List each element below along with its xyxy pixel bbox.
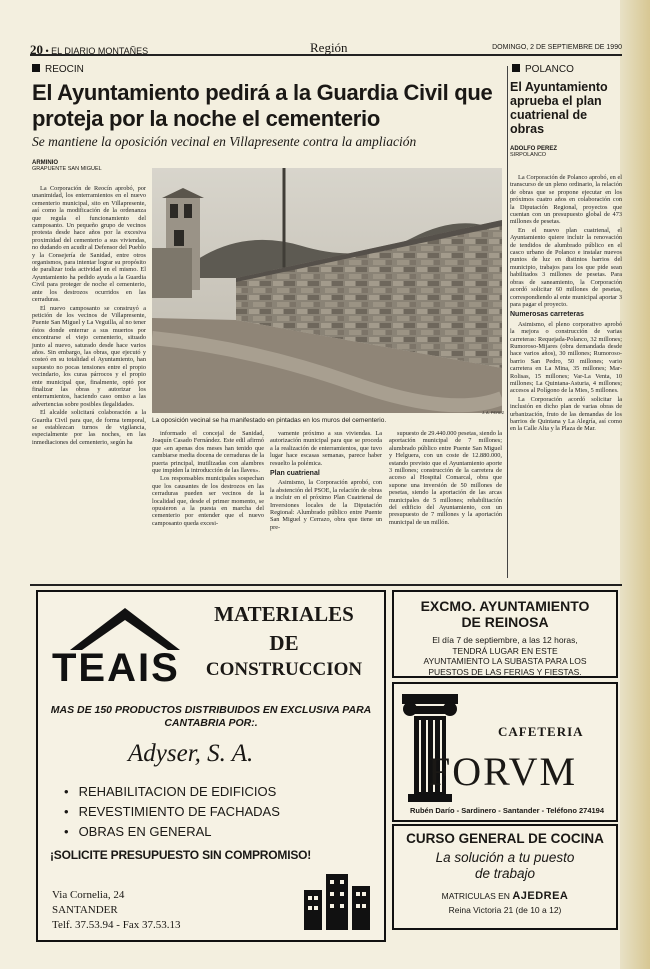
forum-brand: FORVM [428, 749, 578, 794]
page-edge-shadow [620, 0, 650, 969]
paragraph: La Corporación de Polanco aprobó, en el transcurso de un pleno ordinario, la relación de obras que se propone ejecutar en los próximos cuatro años en colaboración con la Diputación Regional, proyectos que cuentan con un presupuesto global de 473 millones de pesetas. [510, 174, 622, 226]
forum-address: Rubén Darío - Sardinero - Santander - Teléfono 274194 [409, 806, 605, 815]
excmo-title: EXCMO. AYUNTAMIENTO DE REINOSA [420, 598, 590, 630]
teais-brand: TEAIS [52, 646, 180, 690]
byline-place: SIRPOLANCO [510, 152, 547, 158]
main-col-3 [270, 430, 382, 532]
side-headline: El Ayuntamiento aprueba el plan cuatrienal de obras [510, 80, 608, 136]
section-tag-polanco: POLANCO [512, 64, 574, 75]
side-col [510, 174, 622, 434]
main-subhead: Se mantiene la oposición vecinal en Villapresente contra la ampliación [32, 134, 417, 149]
main-col-1 [32, 185, 146, 447]
ad-ayuntamiento-reinosa [392, 590, 618, 678]
materiales-title: MATERIALES DE CONSTRUCCION [205, 602, 363, 680]
byline-name: ADOLFO PEREZ [510, 146, 558, 152]
excmo-body: El día 7 de septiembre, a las 12 horas, TENDRÁ LUGAR EN ESTE AYUNTAMIENTO LA SUBASTA PARA LOS PUESTOS DE LAS FERIAS Y FIESTAS. [423, 635, 587, 677]
ad-cafeteria-forum [392, 682, 618, 822]
paragraph: vamente próximo a sus viviendas. La autorización municipal para que se proceda a la realización de enterramientos, que tuvo lugar hace escasas semanas, parece haber resuelto la polémica. [270, 430, 382, 467]
teais-tagline: MAS DE 150 PRODUCTOS DISTRIBUIDOS EN EXCLUSIVA PARA CANTABRIA POR:. [50, 704, 372, 729]
column-divider [507, 66, 508, 578]
main-headline: El Ayuntamiento pedirá a la Guardia Civil que proteja por la noche el cementerio [32, 80, 493, 131]
photo-caption: La oposición vecinal se ha manifestado en pintadas en los muros del cementerio. [152, 417, 387, 424]
distributor-name: Adyser, S. A. [128, 740, 254, 767]
ad-teais [36, 590, 386, 942]
curso-title: CURSO GENERAL DE COCINA [406, 831, 604, 846]
paragraph: Asimismo, el pleno corporativo aprobó la mejora o construcción de varias carreteras: Requejada-Polanco, 32 millones; Rumoroso-Mijares (obra demandada desde hace varios años), 30 millones; Rumoroso-barrio San Pedro, 50 millones; vario carretera en La Mina, 35 millones; Mar-Rolisas, 15 millones; Var-La Venta, 10 millones; La Quintana-Asturia, 4 millones; accesos al Polígono de la Mies, 5 millones. [510, 320, 622, 395]
curso-matriculas: MATRICULAS EN AJEDREA [441, 890, 569, 902]
square-bullet-icon [512, 64, 520, 72]
subheading-plan-cuatrienal: Plan cuatrienal [270, 470, 320, 478]
service-item: • OBRAS EN GENERAL [64, 822, 280, 842]
section-tag-reocin: REOCIN [32, 64, 84, 75]
section-name: Región [310, 40, 348, 55]
cafeteria-label: CAFETERIA [498, 724, 584, 739]
paragraph: El nuevo camposanto se construyó a petición de los vecinos de Villapresente, Puente San Miguel y La Veguilla, al no tener éstos donde enterrar a sus muertos por encontrarse el viejo cementerio, situado junto al nuevo, saturado desde hace varios años. Sin embargo, las obras, que ejecutó y costeó en su totalidad el Ayuntamiento, han supuesto no pocas tensiones entre el propio vecindario, los curas párrocos y el propio ente municipal que, finalmente, optó por finalizar las obras y autorizar los enterramientos, haciendo caso omiso a las advertencias sobre posibles ilegalidades. [32, 304, 146, 408]
paragraph: En el nuevo plan cuatrienal, el Ayuntamiento quiere incluir la renovación de tendidos de alumbrado público en el casco urbano de Polanco e instalar nuevos puntos de luz en distintos barrios del municipio, trabajos para los que pide sean habilitados 3 millones de pesetas. Para obras de saneamiento, la Corporación acordó solicitar 60 millones de pesetas, correspondiendo al ente municipal aportar 3 para pagar el proyecto. [510, 226, 622, 308]
paragraph: La Corporación acordó solicitar la inclusión en dicho plan de varias obras de urbanización, fruto de las demandas de los barrios de Quintana y La Alegría, así como en la Calle Alta y la Plaza de Mar. [510, 395, 622, 433]
service-item: • REHABILITACION DE EDIFICIOS [64, 782, 280, 802]
publication-name: EL DIARIO MONTAÑES [51, 46, 149, 56]
header-left: 20 • EL DIARIO MONTAÑES [30, 42, 149, 57]
paragraph: La Corporación de Reocín aprobó, por unanimidad, los enterramientos en el nuevo cementerio municipal, sito en Villapresente, así como la modificación de la ordenanza que regula el funcionamiento del camposanto. Un pequeño grupo de vecinos protesta desde hace años por la excesiva proximidad del cementerio a sus viviendas, no dudando en acudir al Defensor del Pueblo y la Consejería de Sanidad, entre otros organismos, para intentar lograr su propósito de paralizar toda actividad en el mismo. El Ayuntamiento ha pedido ayuda a la Guardia Civil para proteger de noche el cementerio, ante los destrozos ocurridos en las cerraduras. [32, 185, 146, 304]
services-list [64, 782, 280, 842]
section-divider [30, 584, 622, 586]
issue-date: DOMINGO, 2 DE SEPTIEMBRE DE 1990 [492, 44, 622, 51]
curso-address: Reina Victoria 21 (de 10 a 12) [448, 905, 562, 915]
photo-credit: J. A. PEREZ [482, 410, 505, 415]
page-number: 20 [30, 42, 43, 57]
main-col-4 [389, 430, 502, 527]
paragraph: informado el concejal de Sanidad, Joaquín Casado Fernández. Este edil afirmó que «en apenas dos meses han tenido que cambiarse media docena de cerraduras de la puerta principal, inutilizadas con alambres que impiden la introducción de las llaves». [152, 430, 264, 475]
teais-address: Via Cornelia, 24 SANTANDER Telf. 37.53.94 - Fax 37.53.13 [52, 889, 181, 931]
paragraph: Asimismo, la Corporación aprobó, con la abstención del PSOE, la relación de obras a incluir en el próximo Plan Cuatrienal de Inversiones locales de la Diputación Regional: Alumbrado público entre Puente San Miguel y Cerrazo, obra que tiene un pre- [270, 479, 382, 531]
curso-slogan: La solución a tu puesto de trabajo [435, 850, 575, 881]
ajedrea-brand: AJEDREA [512, 890, 569, 902]
square-bullet-icon [32, 64, 40, 72]
paragraph: Los responsables municipales sospechan que los causantes de los destrozos en las cerraduras pueden ser vecinos de la localidad que, desde el primer momento, se opusieron a la puesta en marcha del cementerio por entender que el nuevo camposanto queda excesi- [152, 475, 264, 527]
ad-curso-cocina [392, 824, 618, 930]
byline-place: GRAPUENTE SAN MIGUEL [32, 166, 102, 172]
page-header [30, 40, 622, 56]
cemetery-photo [152, 168, 505, 415]
subheading-carreteras: Numerosas carreteras [510, 311, 584, 319]
byline-name: ARMINIO [32, 160, 58, 166]
cta-text: ¡SOLICITE PRESUPUESTO SIN COMPROMISO! [50, 848, 312, 862]
side-byline [510, 146, 557, 158]
building-icon [300, 868, 374, 930]
paragraph: supuesto de 29.440.000 pesetas, siendo la aportación municipal de 7 millones; alumbrado público entre Puente San Miguel y Helguera, con un coste de 12.880.000, estando previsto que el Ayuntamiento aporte 3 millones; construcción de la carretera de acceso al Hospital Comarcal, obra que supone una inversión de 50 millones de pesetas, siendo la aportación de las arcas municipales de 5 millones; rehabilitación del edificio del Ayuntamiento, con un presupuesto de 7 millones y la aportación municipal de un millón. [389, 430, 502, 526]
service-item: • REVESTIMIENTO DE FACHADAS [64, 802, 280, 822]
paragraph: El alcalde solicitará colaboración a la Guardia Civil para que, de forma temporal, se establezcan turnos de vigilancia, especialmente por las noches, en las inmediaciones del cementerio, según ha [32, 409, 146, 446]
main-col-2 [152, 430, 264, 528]
main-byline [32, 160, 102, 172]
